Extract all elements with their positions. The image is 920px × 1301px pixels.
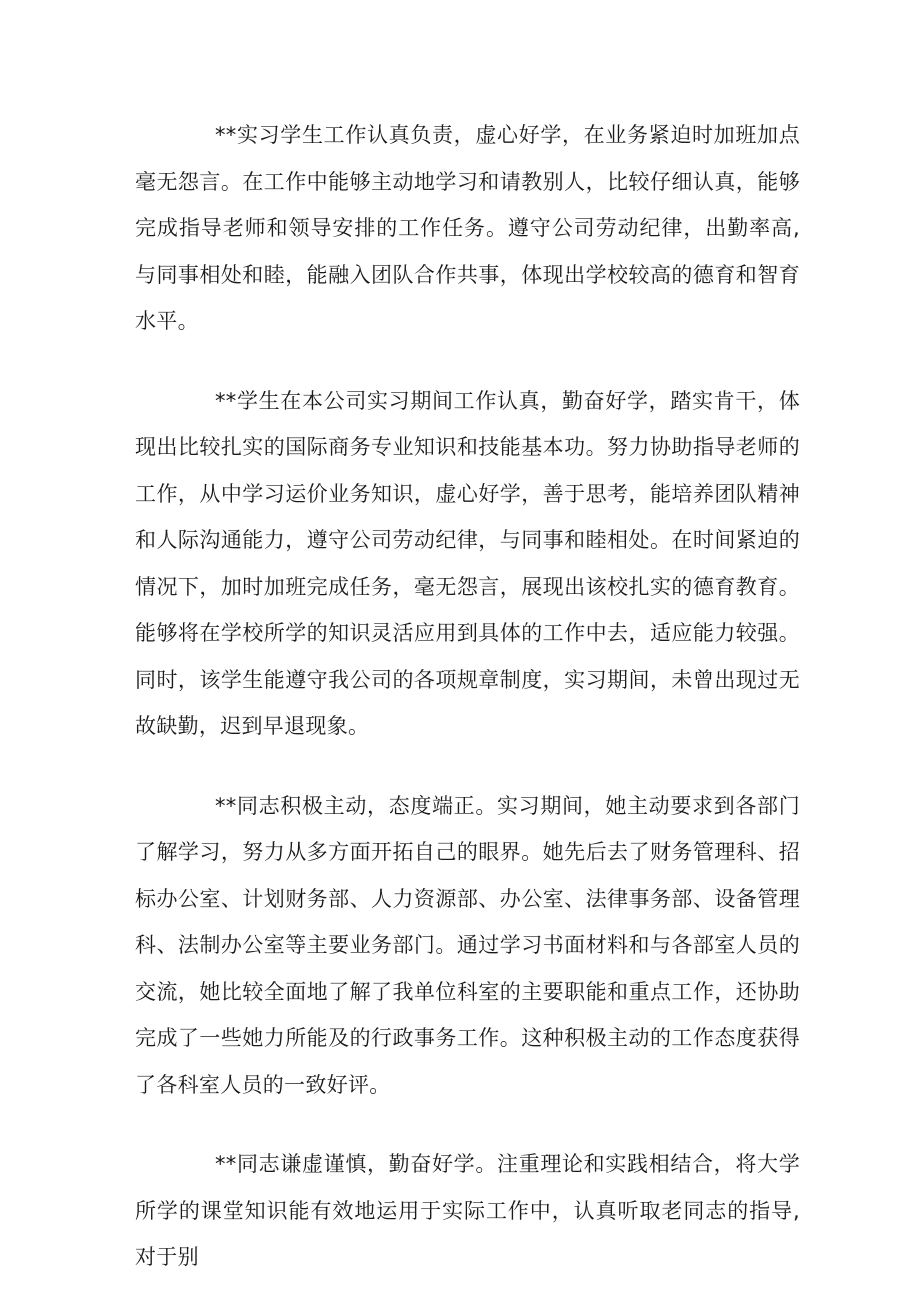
paragraph-1: **实习学生工作认真负责，虚心好学，在业务紧迫时加班加点毫无怨言。在工作中能够主动地学习和请教别人，比较仔细认真，能够完成指导老师和领导安排的工作任务。遵守公司劳动纪律，出勤率高,与同事相处和睦，能融入团队合作共事，体现出学校较高的德育和智育水平。 bbox=[135, 123, 800, 333]
paragraph-3: **同志积极主动，态度端正。实习期间，她主动要求到各部门了解学习，努力从多方面开拓自己的眼界。她先后去了财务管理科、招标办公室、计划财务部、人力资源部、办公室、法律事务部、设备管理科、法制办公室等主要业务部门。通过学习书面材料和与各部室人员的交流，她比较全面地了解了我单位科室的主要职能和重点工作，还协助完成了一些她力所能及的行政事务工作。这种积极主动的工作态度获得了各科室人员的一致好评。 bbox=[135, 793, 800, 1097]
paragraph-4: **同志谦虚谨慎，勤奋好学。注重理论和实践相结合，将大学所学的课堂知识能有效地运用于实际工作中，认真听取老同志的指导,对于别 bbox=[135, 1152, 800, 1269]
paragraph-2: **学生在本公司实习期间工作认真，勤奋好学，踏实肯干，体现出比较扎实的国际商务专业知识和技能基本功。努力协助指导老师的工作，从中学习运价业务知识，虚心好学，善于思考，能培养团队精神和人际沟通能力，遵守公司劳动纪律，与同事和睦相处。在时间紧迫的情况下，加时加班完成任务，毫无怨言，展现出该校扎实的德育教育。能够将在学校所学的知识灵活应用到具体的工作中去，适应能力较强。同时，该学生能遵守我公司的各项规章制度，实习期间，未曾出现过无故缺勤，迟到早退现象。 bbox=[135, 388, 800, 738]
document-body bbox=[135, 112, 800, 1301]
